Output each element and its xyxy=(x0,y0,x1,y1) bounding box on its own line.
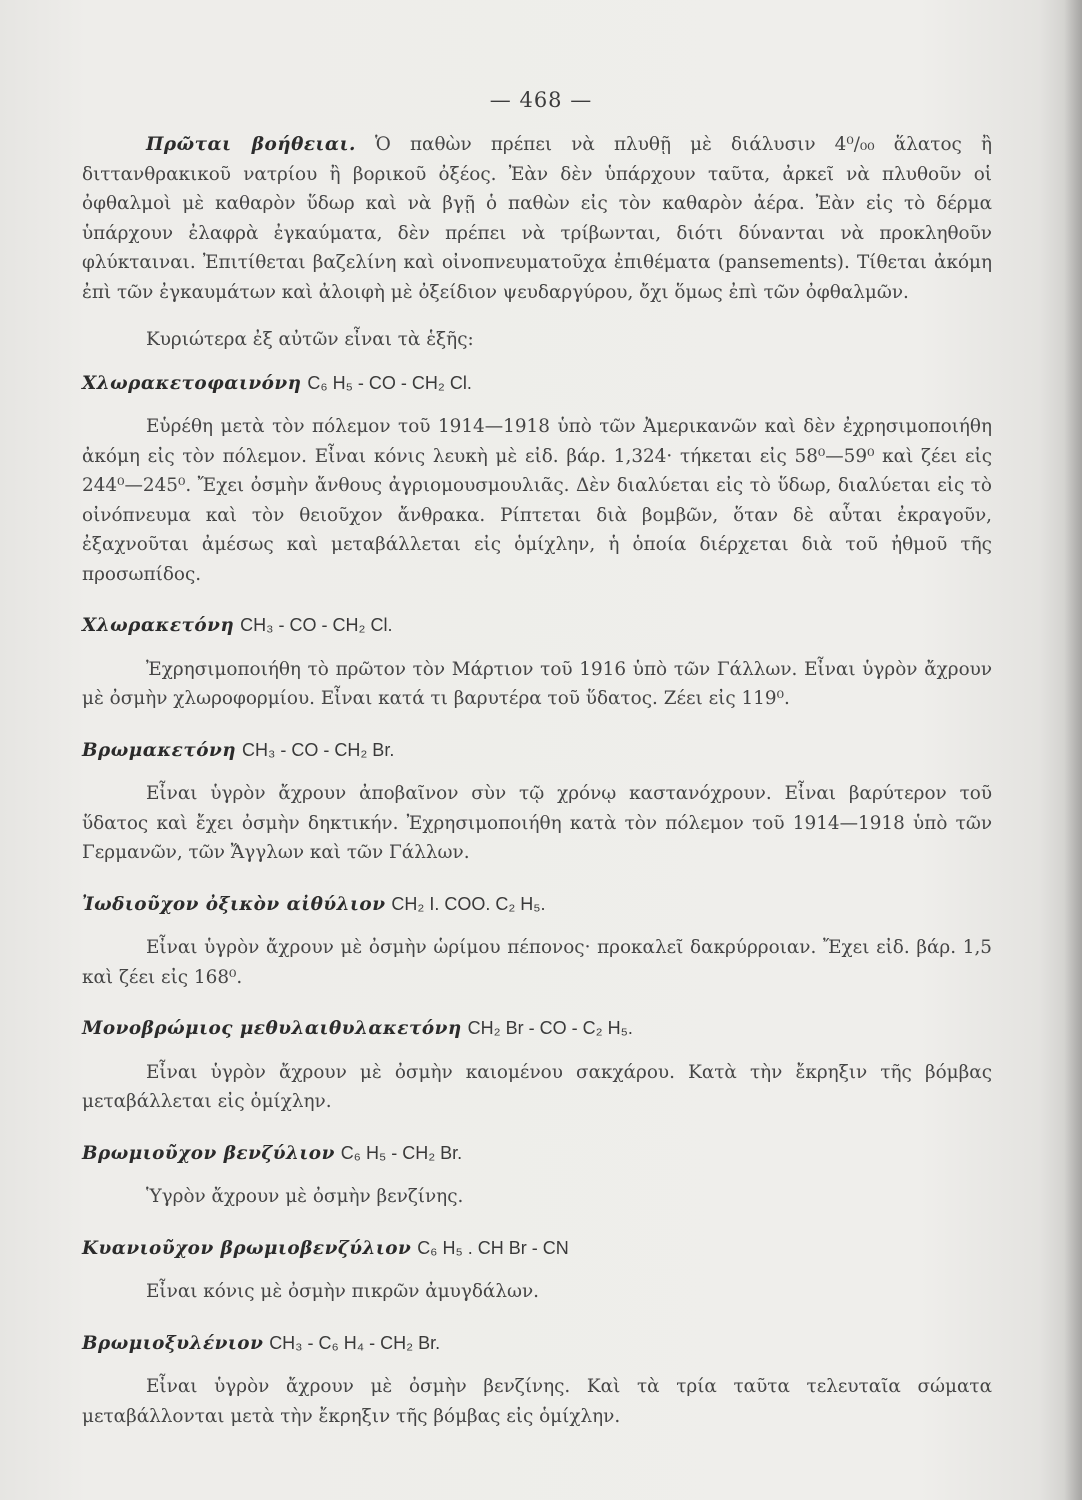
substance-name: Ἰωδιοῦχον ὀξικὸν αἰθύλιον xyxy=(82,893,386,915)
substance-description: Εἶναι ὑγρὸν ἄχρουν ἀποβαῖνον σὺν τῷ χρόνῳ καστανόχρουν. Εἶναι βαρύτερον τοῦ ὕδατος καὶ ἔχει ὀσμὴν δηκτικήν. Ἐχρησιμοποιήθη κατὰ τὸν πόλεμον τοῦ 1914—1918 ὑπὸ τῶν Γερμανῶν, τῶν Ἄγγλων καὶ τῶν Γάλλων. xyxy=(82,783,992,863)
substance-title xyxy=(82,890,992,920)
substance-formula: C₆ H₅ - CO - CH₂ Cl. xyxy=(307,372,472,393)
substance-formula: C₆ H₅ - CH₂ Br. xyxy=(340,1142,463,1163)
page-number: — 468 — xyxy=(489,88,593,112)
binding-shadow xyxy=(1064,0,1082,1500)
substance-title xyxy=(82,611,992,641)
substance-title xyxy=(82,1014,992,1044)
substance-name: Χλωρακετοφαινόνη xyxy=(82,372,302,394)
substance-title xyxy=(82,1139,992,1169)
substance-formula: CH₃ - CO - CH₂ Br. xyxy=(242,739,395,760)
substance-name: Βρωμιοῦχον βενζύλιον xyxy=(82,1142,335,1164)
substance-title xyxy=(82,1234,992,1264)
substance-name: Κυανιοῦχον βρωμιοβενζύλιον xyxy=(82,1237,412,1259)
substance-formula: CH₃ - C₆ H₄ - CH₂ Br. xyxy=(269,1332,441,1353)
substance-title xyxy=(82,736,992,766)
substance-name: Χλωρακετόνη xyxy=(82,615,235,636)
substance-formula: C₆ H₅ . CH Br - CN xyxy=(417,1237,569,1258)
substance-description: Εἶναι ὑγρὸν ἄχρουν μὲ ὀσμὴν καιομένου σακχάρου. Κατὰ τὴν ἔκρηξιν τῆς βόμβας μεταβάλλεται εἰς ὁμίχλην. xyxy=(82,1061,992,1112)
substance-description: Εἶναι ὑγρὸν ἄχρουν μὲ ὀσμὴν ὡρίμου πέπονος· προκαλεῖ δακρύρροιαν. Ἔχει εἰδ. βάρ. 1,5 καὶ ζέει εἰς 168⁰. xyxy=(82,937,992,988)
substance-description: Εἶναι κόνις μὲ ὀσμὴν πικρῶν ἀμυγδάλων. xyxy=(146,1281,540,1302)
substance-title xyxy=(82,1329,992,1359)
substance-name: Μονοβρώμιος μεθυλαιθυλακετόνη xyxy=(82,1018,462,1039)
substance-name: Βρωμακετόνη xyxy=(82,739,237,761)
first-aid-paragraph xyxy=(82,130,992,307)
substance-formula: CH₃ - CO - CH₂ Cl. xyxy=(240,615,393,635)
first-aid-heading: Πρῶται βοήθειαι. xyxy=(146,134,356,155)
intro-line: Κυριώτερα ἐξ αὐτῶν εἶναι τὰ ἑξῆς: xyxy=(146,329,474,350)
substance-name: Βρωμιοξυλένιον xyxy=(82,1332,264,1354)
substance-description: Ὑγρὸν ἄχρουν μὲ ὀσμὴν βενζίνης. xyxy=(146,1186,464,1207)
substance-formula: CH₂ I. COO. C₂ H₅. xyxy=(391,893,546,914)
substance-description: Ἐχρησιμοποιήθη τὸ πρῶτον τὸν Μάρτιον τοῦ 1916 ὑπὸ τῶν Γάλλων. Εἶναι ὑγρὸν ἄχρουν μὲ ὀσμὴν χλωροφορμίου. Εἶναι κατά τι βαρυτέρα τοῦ ὕδατος. Ζέει εἰς 119⁰. xyxy=(82,658,992,709)
first-aid-text: Ὁ παθὼν πρέπει νὰ πλυθῇ μὲ διάλυσιν 4⁰/₀₀ ἅλατος ἢ διττανθρακικοῦ νατρίου ἢ βορικοῦ ὀξέος. Ἐὰν δὲν ὑπάρχουν ταῦτα, ἀρκεῖ νὰ πλυθοῦν οἱ ὀφθαλμοὶ μὲ καθαρὸν ὕδωρ καὶ νὰ βγῇ ὁ παθὼν εἰς τὸν καθαρὸν ἀέρα. Ἐὰν εἰς τὸ δέρμα ὑπάρχουν ἐλαφρὰ ἐγκαύματα, δὲν πρέπει νὰ τρίβωνται, διότι δύνανται νὰ προκληθοῦν φλύκταιναι. Ἐπιτίθεται βαζελίνη καὶ οἰνοπνευματοῦχα ἐπιθέματα (pansements). Τίθεται ἀκόμη ἐπὶ τῶν ἐγκαυμάτων καὶ ἀλοιφὴ μὲ ὀξείδιον ψευδαργύρου, ὄχι ὅμως ἐπὶ τῶν ὀφθαλμῶν. xyxy=(82,134,992,303)
substance-title xyxy=(82,369,992,399)
substance-description: Εὑρέθη μετὰ τὸν πόλεμον τοῦ 1914—1918 ὑπὸ τῶν Ἀμερικανῶν καὶ δὲν ἐχρησιμοποιήθη ἀκόμη εἰς τὸν πόλεμον. Εἶναι κόνις λευκὴ μὲ εἰδ. βάρ. 1,324· τήκεται εἰς 58⁰—59⁰ καὶ ζέει εἰς 244⁰—245⁰. Ἔχει ὀσμὴν ἄνθους ἀγριομουσμουλιᾶς. Δὲν διαλύεται εἰς τὸ ὕδωρ, διαλύεται εἰς τὸ οἰνόπνευμα καὶ τὸν θειοῦχον ἄνθρακα. Ρίπτεται διὰ βομβῶν, ὅταν δὲ αὗται ἐκραγοῦν, ἐξαχνοῦται ἀμέσως καὶ μεταβάλλεται εἰς ὁμίχλην, ἡ ὁποία διέρχεται διὰ τοῦ ἠθμοῦ τῆς προσωπίδος. xyxy=(82,416,992,585)
substance-formula: CH₂ Br - CO - C₂ H₅. xyxy=(467,1018,633,1038)
page-content xyxy=(82,130,992,1431)
substance-description: Εἶναι ὑγρὸν ἄχρουν μὲ ὀσμὴν βενζίνης. Καὶ τὰ τρία ταῦτα τελευταῖα σώματα μεταβάλλονται μετὰ τὴν ἔκρηξιν τῆς βόμβας εἰς ὁμίχλην. xyxy=(82,1376,992,1427)
